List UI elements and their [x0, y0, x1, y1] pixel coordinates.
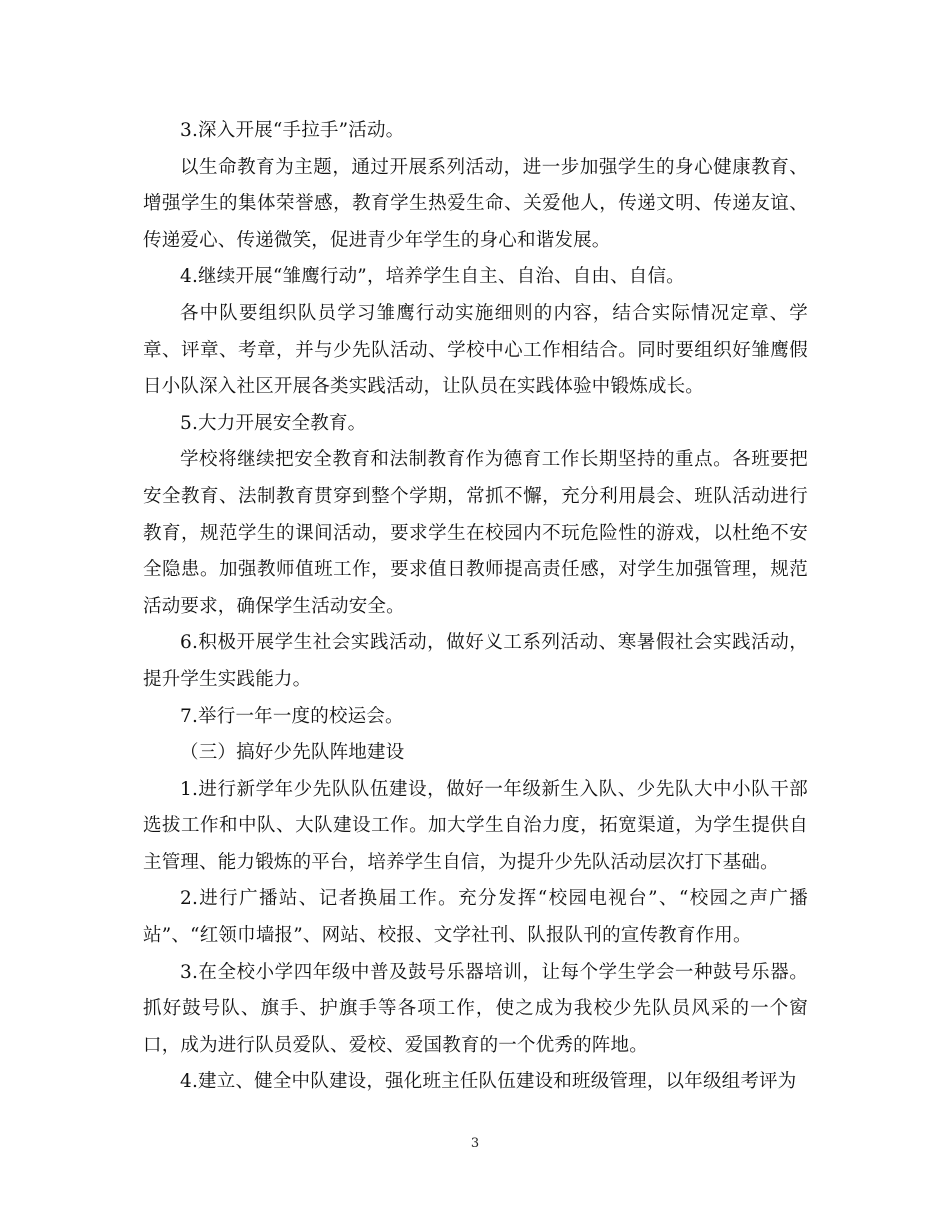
- document-body: [143, 113, 808, 1101]
- paragraph-base-item-2: 2.进行广播站、记者换届工作。充分发挥“校园电视台”、“校园之声广播站”、“红领巾墙报”、网站、校报、文学社刊、队报队刊的宣传教育作用。: [143, 888, 808, 947]
- paragraph-item-3-heading: 3.深入开展“手拉手”活动。: [180, 120, 405, 141]
- section-heading-pioneer-base: （三）搞好少先队阵地建设: [180, 742, 405, 764]
- page-number: 3: [470, 1136, 480, 1151]
- paragraph-base-item-3: 3.在全校小学四年级中普及鼓号乐器培训，让每个学生学会一种鼓号乐器。抓好鼓号队、旗手、护旗手等各项工作，使之成为我校少先队员风采的一个窗口，成为进行队员爱队、爱校、爱国教育的一个优秀的阵地。: [143, 961, 808, 1056]
- paragraph-item-6-social-practice: 6.积极开展学生社会实践活动，做好义工系列活动、寒暑假社会实践活动，提升学生实践能力。: [143, 632, 808, 690]
- paragraph-base-item-4: 4.建立、健全中队建设，强化班主任队伍建设和班级管理，以年级组考评为: [180, 1071, 797, 1093]
- paragraph-safety-education: 学校将继续把安全教育和法制教育作为德育工作长期坚持的重点。各班要把安全教育、法制教育贯穿到整个学期，常抓不懈，充分利用晨会、班队活动进行教育，规范学生的课间活动，要求学生在校园内不玩危险性的游戏，以杜绝不安全隐患。加强教师值班工作，要求值日教师提高责任感，对学生加强管理，规范活动要求，确保学生活动安全。: [143, 449, 808, 617]
- paragraph-eagle-action: 各中队要组织队员学习雏鹰行动实施细则的内容，结合实际情况定章、学章、评章、考章，并与少先队活动、学校中心工作相结合。同时要组织好雏鹰假日小队深入社区开展各类实践活动，让队员在实践体验中锻炼成长。: [143, 302, 808, 398]
- paragraph-life-education: 以生命教育为主题，通过开展系列活动，进一步加强学生的身心健康教育、增强学生的集体荣誉感，教育学生热爱生命、关爱他人，传递文明、传递友谊、传递爱心、传递微笑，促进青少年学生的身心和谐发展。: [143, 156, 808, 251]
- paragraph-item-4-heading: 4.继续开展“雏鹰行动”，培养学生自主、自治、自由、自信。: [180, 266, 685, 288]
- paragraph-item-5-heading: 5.大力开展安全教育。: [180, 412, 367, 434]
- paragraph-base-item-1: 1.进行新学年少先队队伍建设，做好一年级新生入队、少先队大中小队干部选拔工作和中队、大队建设工作。加大学生自治力度，拓宽渠道，为学生提供自主管理、能力锻炼的平台，培养学生自信，为提升少先队活动层次打下基础。: [143, 778, 808, 873]
- paragraph-item-7-sports-meet: 7.举行一年一度的校运会。: [180, 705, 404, 727]
